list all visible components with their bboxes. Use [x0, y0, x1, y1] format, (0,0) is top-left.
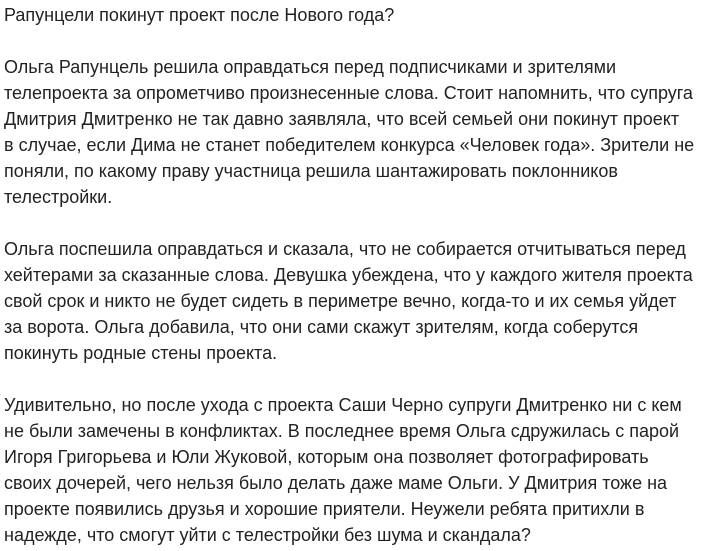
paragraph-line: хейтерами за сказанные слова. Девушка убеждена, что у каждого жителя проекта: [4, 265, 693, 285]
paragraph-line: надежде, что смогут уйти с телестройки без шума и скандала?: [4, 525, 531, 545]
paragraph-line: Ольга Рапунцель решила оправдаться перед подписчиками и зрителями: [4, 57, 617, 77]
paragraph-line: поняли, по какому праву участница решила шантажировать поклонников: [4, 161, 618, 181]
article-title: Рапунцели покинут проект после Нового года?: [4, 5, 395, 25]
article-paragraph-1: [4, 54, 702, 210]
paragraph-line: Ольга поспешила оправдаться и сказала, что не собирается отчитываться перед: [4, 239, 686, 259]
paragraph-line: за ворота. Ольга добавила, что они сами скажут зрителям, когда соберутся: [4, 317, 639, 337]
paragraph-line: своих дочерей, чего нельзя было делать даже маме Ольги. У Дмитрия тоже на: [4, 473, 668, 493]
paragraph-line: в случае, если Дима не станет победителем конкурса «Человек года». Зрители не: [4, 135, 695, 155]
article-paragraph-2: [4, 236, 702, 366]
paragraph-line: телепроекта за опрометчиво произнесенные слова. Стоит напомнить, что супруга: [4, 83, 693, 103]
paragraph-line: Дмитрия Дмитренко не так давно заявляла, что всей семьей они покинут проект: [4, 109, 680, 129]
paragraph-line: не были замечены в конфликтах. В последнее время Ольга сдружилась с парой: [4, 421, 680, 441]
paragraph-line: телестройки.: [4, 187, 113, 207]
paragraph-line: Игоря Григорьева и Юли Жуковой, которым она позволяет фотографировать: [4, 447, 649, 467]
paragraph-line: проекте появились друзья и хорошие приятели. Неужели ребята притихли в: [4, 499, 645, 519]
article-paragraph-3: [4, 392, 702, 548]
paragraph-line: свой срок и никто не будет сидеть в периметре вечно, когда-то и их семья уйдет: [4, 291, 677, 311]
paragraph-line: Удивительно, но после ухода с проекта Саши Черно супруги Дмитренко ни с кем: [4, 395, 682, 415]
paragraph-line: покинуть родные стены проекта.: [4, 343, 278, 363]
